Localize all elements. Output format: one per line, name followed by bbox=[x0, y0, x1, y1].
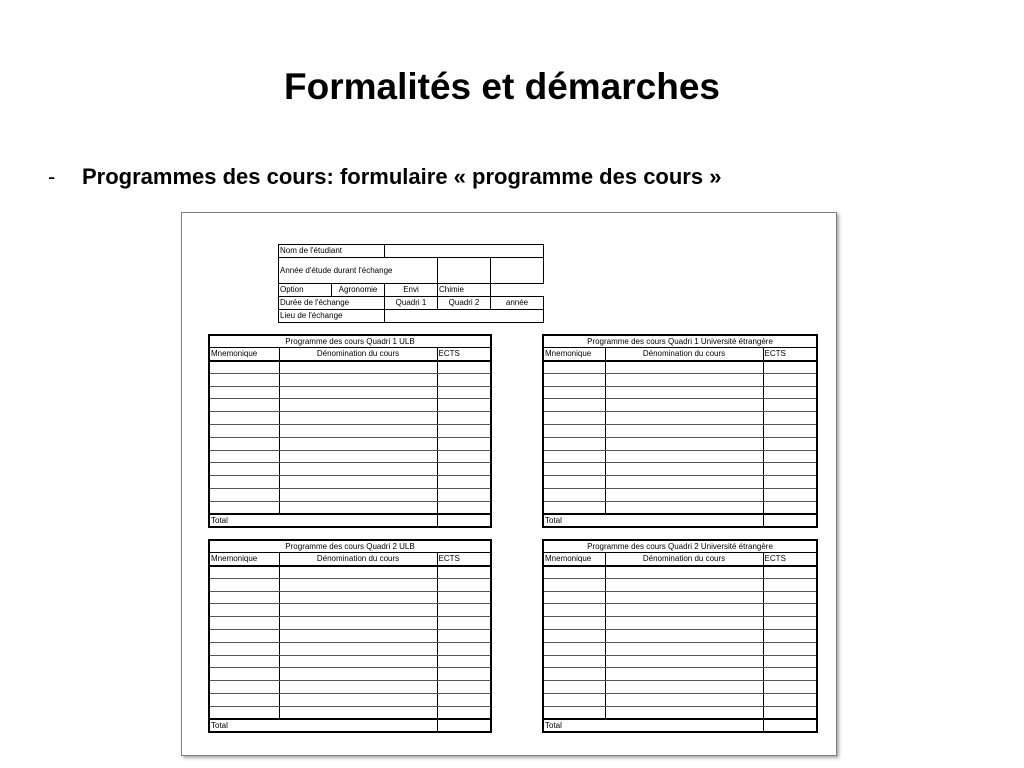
table-row bbox=[209, 694, 491, 707]
ects-cell[interactable] bbox=[763, 604, 817, 617]
duration-label: Durée de l'échange bbox=[279, 297, 385, 310]
mnemonique-cell[interactable] bbox=[209, 437, 279, 450]
denomination-cell[interactable] bbox=[279, 476, 437, 489]
table-row bbox=[543, 617, 817, 630]
denomination-cell[interactable] bbox=[279, 373, 437, 386]
table-row bbox=[209, 604, 491, 617]
ects-cell[interactable] bbox=[437, 617, 491, 630]
table-row bbox=[209, 463, 491, 476]
ects-cell[interactable] bbox=[763, 399, 817, 412]
mnemonique-cell[interactable] bbox=[543, 617, 605, 630]
ects-cell[interactable] bbox=[763, 373, 817, 386]
table-row bbox=[209, 630, 491, 643]
denomination-cell[interactable] bbox=[279, 642, 437, 655]
bullet-dash: - bbox=[48, 164, 56, 189]
ects-cell[interactable] bbox=[437, 412, 491, 425]
mnemonique-cell[interactable] bbox=[209, 706, 279, 719]
option-empty-cell bbox=[491, 284, 544, 297]
ects-cell[interactable] bbox=[763, 694, 817, 707]
ects-cell[interactable] bbox=[437, 425, 491, 438]
study-year-field-2[interactable] bbox=[491, 258, 544, 284]
course-table-total-row bbox=[543, 514, 817, 527]
mnemonique-cell[interactable] bbox=[543, 373, 605, 386]
ects-cell[interactable] bbox=[763, 450, 817, 463]
ects-cell[interactable] bbox=[437, 681, 491, 694]
table-row bbox=[543, 476, 817, 489]
table-row bbox=[209, 399, 491, 412]
mnemonique-cell[interactable] bbox=[543, 425, 605, 438]
total-label: Total bbox=[209, 514, 437, 527]
ects-cell[interactable] bbox=[763, 566, 817, 579]
total-ects-cell[interactable] bbox=[437, 719, 491, 732]
mnemonique-cell[interactable] bbox=[209, 617, 279, 630]
course-table-title-row bbox=[209, 540, 491, 553]
denomination-cell[interactable] bbox=[605, 437, 763, 450]
col-header-denomination: Dénomination du cours bbox=[605, 553, 763, 566]
denomination-cell[interactable] bbox=[279, 437, 437, 450]
table-row bbox=[209, 386, 491, 399]
table-row bbox=[209, 578, 491, 591]
table-row bbox=[543, 694, 817, 707]
mnemonique-cell[interactable] bbox=[209, 694, 279, 707]
mnemonique-cell[interactable] bbox=[209, 425, 279, 438]
mnemonique-cell[interactable] bbox=[209, 361, 279, 374]
denomination-cell[interactable] bbox=[279, 591, 437, 604]
table-row bbox=[209, 591, 491, 604]
option-agronomie[interactable]: Agronomie bbox=[332, 284, 385, 297]
ects-cell[interactable] bbox=[763, 642, 817, 655]
col-header-denomination: Dénomination du cours bbox=[279, 553, 437, 566]
ects-cell[interactable] bbox=[437, 591, 491, 604]
table-row bbox=[209, 412, 491, 425]
col-header-mnemonique: Mnemonique bbox=[209, 348, 279, 361]
col-header-ects: ECTS bbox=[437, 348, 491, 361]
study-year-label: Année d'étude durant l'échange bbox=[279, 258, 438, 284]
exchange-place-field[interactable] bbox=[385, 310, 544, 323]
ects-cell[interactable] bbox=[763, 591, 817, 604]
table-row bbox=[543, 681, 817, 694]
table-row bbox=[209, 501, 491, 514]
ects-cell[interactable] bbox=[763, 412, 817, 425]
table-row bbox=[543, 361, 817, 374]
course-table-q1-ulb bbox=[208, 334, 492, 528]
table-row bbox=[209, 681, 491, 694]
denomination-cell[interactable] bbox=[605, 706, 763, 719]
col-header-mnemonique: Mnemonique bbox=[209, 553, 279, 566]
mnemonique-cell[interactable] bbox=[543, 386, 605, 399]
table-row bbox=[209, 437, 491, 450]
denomination-cell[interactable] bbox=[279, 450, 437, 463]
denomination-cell[interactable] bbox=[279, 694, 437, 707]
ects-cell[interactable] bbox=[437, 501, 491, 514]
bullet-item bbox=[48, 164, 721, 190]
mnemonique-cell[interactable] bbox=[543, 437, 605, 450]
ects-cell[interactable] bbox=[763, 489, 817, 502]
table-row bbox=[209, 373, 491, 386]
denomination-cell[interactable] bbox=[279, 566, 437, 579]
ects-cell[interactable] bbox=[437, 386, 491, 399]
table-row bbox=[543, 668, 817, 681]
denomination-cell[interactable] bbox=[279, 489, 437, 502]
table-row bbox=[543, 642, 817, 655]
denomination-cell[interactable] bbox=[279, 361, 437, 374]
mnemonique-cell[interactable] bbox=[543, 591, 605, 604]
exchange-place-label: Lieu de l'échange bbox=[279, 310, 385, 323]
table-row bbox=[209, 706, 491, 719]
duration-quadri-2[interactable]: Quadri 2 bbox=[438, 297, 491, 310]
denomination-cell[interactable] bbox=[605, 373, 763, 386]
mnemonique-cell[interactable] bbox=[543, 463, 605, 476]
table-row bbox=[209, 425, 491, 438]
table-row bbox=[543, 591, 817, 604]
student-name-field[interactable] bbox=[385, 245, 544, 258]
denomination-cell[interactable] bbox=[605, 578, 763, 591]
denomination-cell[interactable] bbox=[279, 501, 437, 514]
ects-cell[interactable] bbox=[437, 706, 491, 719]
denomination-cell[interactable] bbox=[605, 655, 763, 668]
ects-cell[interactable] bbox=[437, 578, 491, 591]
ects-cell[interactable] bbox=[763, 425, 817, 438]
course-table-title-row bbox=[543, 540, 817, 553]
course-table-q1-foreign bbox=[542, 334, 818, 528]
mnemonique-cell[interactable] bbox=[209, 668, 279, 681]
course-table-q2-foreign bbox=[542, 539, 818, 733]
ects-cell[interactable] bbox=[437, 373, 491, 386]
denomination-cell[interactable] bbox=[279, 463, 437, 476]
ects-cell[interactable] bbox=[763, 437, 817, 450]
denomination-cell[interactable] bbox=[605, 476, 763, 489]
table-row bbox=[543, 386, 817, 399]
table-row bbox=[543, 437, 817, 450]
course-program-form bbox=[181, 212, 837, 756]
mnemonique-cell[interactable] bbox=[209, 463, 279, 476]
denomination-cell[interactable] bbox=[279, 668, 437, 681]
table-row bbox=[543, 604, 817, 617]
ects-cell[interactable] bbox=[763, 706, 817, 719]
study-year-field[interactable] bbox=[438, 258, 491, 284]
course-table-title-row bbox=[209, 335, 491, 348]
denomination-cell[interactable] bbox=[605, 681, 763, 694]
table-row bbox=[543, 630, 817, 643]
total-label: Total bbox=[209, 719, 437, 732]
option-label: Option bbox=[279, 284, 332, 297]
table-row bbox=[209, 655, 491, 668]
course-table-header bbox=[543, 348, 817, 361]
student-info-table bbox=[278, 244, 544, 323]
option-envi[interactable]: Envi bbox=[385, 284, 438, 297]
col-header-denomination: Dénomination du cours bbox=[279, 348, 437, 361]
table-row bbox=[209, 450, 491, 463]
ects-cell[interactable] bbox=[437, 604, 491, 617]
table-row bbox=[543, 489, 817, 502]
denomination-cell[interactable] bbox=[605, 361, 763, 374]
mnemonique-cell[interactable] bbox=[543, 566, 605, 579]
course-table-total-row bbox=[543, 719, 817, 732]
course-table-total-row bbox=[209, 719, 491, 732]
ects-cell[interactable] bbox=[763, 630, 817, 643]
denomination-cell[interactable] bbox=[605, 668, 763, 681]
denomination-cell[interactable] bbox=[279, 578, 437, 591]
denomination-cell[interactable] bbox=[605, 591, 763, 604]
ects-cell[interactable] bbox=[437, 361, 491, 374]
mnemonique-cell[interactable] bbox=[209, 681, 279, 694]
col-header-mnemonique: Mnemonique bbox=[543, 348, 605, 361]
mnemonique-cell[interactable] bbox=[209, 386, 279, 399]
bullet-text: Programmes des cours: formulaire « programme des cours » bbox=[82, 164, 722, 189]
course-table-q2-ulb bbox=[208, 539, 492, 733]
mnemonique-cell[interactable] bbox=[543, 450, 605, 463]
denomination-cell[interactable] bbox=[279, 681, 437, 694]
table-row bbox=[543, 501, 817, 514]
table-row bbox=[543, 566, 817, 579]
denomination-cell[interactable] bbox=[279, 706, 437, 719]
denomination-cell[interactable] bbox=[605, 399, 763, 412]
table-row bbox=[209, 489, 491, 502]
mnemonique-cell[interactable] bbox=[543, 655, 605, 668]
table-row bbox=[209, 642, 491, 655]
mnemonique-cell[interactable] bbox=[543, 399, 605, 412]
table-row bbox=[209, 566, 491, 579]
mnemonique-cell[interactable] bbox=[209, 566, 279, 579]
table-row bbox=[209, 361, 491, 374]
mnemonique-cell[interactable] bbox=[543, 476, 605, 489]
course-table-title-row bbox=[543, 335, 817, 348]
ects-cell[interactable] bbox=[437, 630, 491, 643]
ects-cell[interactable] bbox=[437, 566, 491, 579]
mnemonique-cell[interactable] bbox=[209, 501, 279, 514]
table-row bbox=[543, 463, 817, 476]
table-row bbox=[543, 412, 817, 425]
col-header-mnemonique: Mnemonique bbox=[543, 553, 605, 566]
mnemonique-cell[interactable] bbox=[543, 604, 605, 617]
col-header-ects: ECTS bbox=[437, 553, 491, 566]
denomination-cell[interactable] bbox=[279, 399, 437, 412]
denomination-cell[interactable] bbox=[279, 630, 437, 643]
mnemonique-cell[interactable] bbox=[209, 399, 279, 412]
mnemonique-cell[interactable] bbox=[543, 361, 605, 374]
course-table-title: Programme des cours Quadri 2 Université étrangère bbox=[543, 540, 817, 553]
mnemonique-cell[interactable] bbox=[543, 630, 605, 643]
ects-cell[interactable] bbox=[437, 668, 491, 681]
course-table-header bbox=[543, 553, 817, 566]
table-row bbox=[543, 655, 817, 668]
denomination-cell[interactable] bbox=[605, 694, 763, 707]
denomination-cell[interactable] bbox=[605, 463, 763, 476]
table-row bbox=[543, 450, 817, 463]
col-header-ects: ECTS bbox=[763, 553, 817, 566]
ects-cell[interactable] bbox=[763, 361, 817, 374]
denomination-cell[interactable] bbox=[279, 386, 437, 399]
duration-quadri-1[interactable]: Quadri 1 bbox=[385, 297, 438, 310]
ects-cell[interactable] bbox=[437, 476, 491, 489]
ects-cell[interactable] bbox=[763, 617, 817, 630]
mnemonique-cell[interactable] bbox=[209, 450, 279, 463]
ects-cell[interactable] bbox=[763, 501, 817, 514]
ects-cell[interactable] bbox=[437, 463, 491, 476]
option-chimie[interactable]: Chimie bbox=[438, 284, 491, 297]
denomination-cell[interactable] bbox=[279, 412, 437, 425]
ects-cell[interactable] bbox=[437, 642, 491, 655]
denomination-cell[interactable] bbox=[605, 412, 763, 425]
table-row bbox=[543, 578, 817, 591]
mnemonique-cell[interactable] bbox=[209, 373, 279, 386]
denomination-cell[interactable] bbox=[279, 655, 437, 668]
mnemonique-cell[interactable] bbox=[209, 578, 279, 591]
denomination-cell[interactable] bbox=[605, 642, 763, 655]
duration-annee[interactable]: année bbox=[491, 297, 544, 310]
denomination-cell[interactable] bbox=[605, 450, 763, 463]
denomination-cell[interactable] bbox=[279, 604, 437, 617]
denomination-cell[interactable] bbox=[605, 604, 763, 617]
total-ects-cell[interactable] bbox=[763, 719, 817, 732]
mnemonique-cell[interactable] bbox=[543, 489, 605, 502]
ects-cell[interactable] bbox=[763, 386, 817, 399]
course-table-total-row bbox=[209, 514, 491, 527]
course-table-title: Programme des cours Quadri 1 ULB bbox=[209, 335, 491, 348]
table-row bbox=[209, 476, 491, 489]
denomination-cell[interactable] bbox=[605, 501, 763, 514]
mnemonique-cell[interactable] bbox=[543, 412, 605, 425]
course-table-header bbox=[209, 348, 491, 361]
course-table-header bbox=[209, 553, 491, 566]
mnemonique-cell[interactable] bbox=[209, 476, 279, 489]
table-row bbox=[543, 706, 817, 719]
table-row bbox=[543, 399, 817, 412]
mnemonique-cell[interactable] bbox=[543, 578, 605, 591]
col-header-denomination: Dénomination du cours bbox=[605, 348, 763, 361]
mnemonique-cell[interactable] bbox=[209, 642, 279, 655]
col-header-ects: ECTS bbox=[763, 348, 817, 361]
denomination-cell[interactable] bbox=[605, 425, 763, 438]
student-name-label: Nom de l'étudiant bbox=[279, 245, 385, 258]
denomination-cell[interactable] bbox=[605, 566, 763, 579]
ects-cell[interactable] bbox=[437, 655, 491, 668]
mnemonique-cell[interactable] bbox=[543, 694, 605, 707]
mnemonique-cell[interactable] bbox=[543, 642, 605, 655]
mnemonique-cell[interactable] bbox=[543, 501, 605, 514]
ects-cell[interactable] bbox=[437, 399, 491, 412]
mnemonique-cell[interactable] bbox=[209, 591, 279, 604]
ects-cell[interactable] bbox=[763, 655, 817, 668]
ects-cell[interactable] bbox=[763, 463, 817, 476]
course-table-title: Programme des cours Quadri 2 ULB bbox=[209, 540, 491, 553]
denomination-cell[interactable] bbox=[279, 425, 437, 438]
mnemonique-cell[interactable] bbox=[209, 604, 279, 617]
mnemonique-cell[interactable] bbox=[209, 412, 279, 425]
denomination-cell[interactable] bbox=[605, 630, 763, 643]
table-row bbox=[209, 617, 491, 630]
mnemonique-cell[interactable] bbox=[543, 668, 605, 681]
total-ects-cell[interactable] bbox=[437, 514, 491, 527]
total-label: Total bbox=[543, 719, 763, 732]
denomination-cell[interactable] bbox=[279, 617, 437, 630]
table-row bbox=[209, 668, 491, 681]
total-label: Total bbox=[543, 514, 763, 527]
denomination-cell[interactable] bbox=[605, 386, 763, 399]
denomination-cell[interactable] bbox=[605, 617, 763, 630]
mnemonique-cell[interactable] bbox=[543, 681, 605, 694]
ects-cell[interactable] bbox=[763, 578, 817, 591]
ects-cell[interactable] bbox=[437, 489, 491, 502]
denomination-cell[interactable] bbox=[605, 489, 763, 502]
ects-cell[interactable] bbox=[763, 476, 817, 489]
total-ects-cell[interactable] bbox=[763, 514, 817, 527]
mnemonique-cell[interactable] bbox=[209, 655, 279, 668]
table-row bbox=[543, 373, 817, 386]
ects-cell[interactable] bbox=[437, 437, 491, 450]
ects-cell[interactable] bbox=[437, 694, 491, 707]
ects-cell[interactable] bbox=[763, 681, 817, 694]
mnemonique-cell[interactable] bbox=[543, 706, 605, 719]
table-row bbox=[543, 425, 817, 438]
slide-title: Formalités et démarches bbox=[284, 66, 720, 107]
ects-cell[interactable] bbox=[763, 668, 817, 681]
mnemonique-cell[interactable] bbox=[209, 630, 279, 643]
mnemonique-cell[interactable] bbox=[209, 489, 279, 502]
ects-cell[interactable] bbox=[437, 450, 491, 463]
course-table-title: Programme des cours Quadri 1 Université étrangère bbox=[543, 335, 817, 348]
